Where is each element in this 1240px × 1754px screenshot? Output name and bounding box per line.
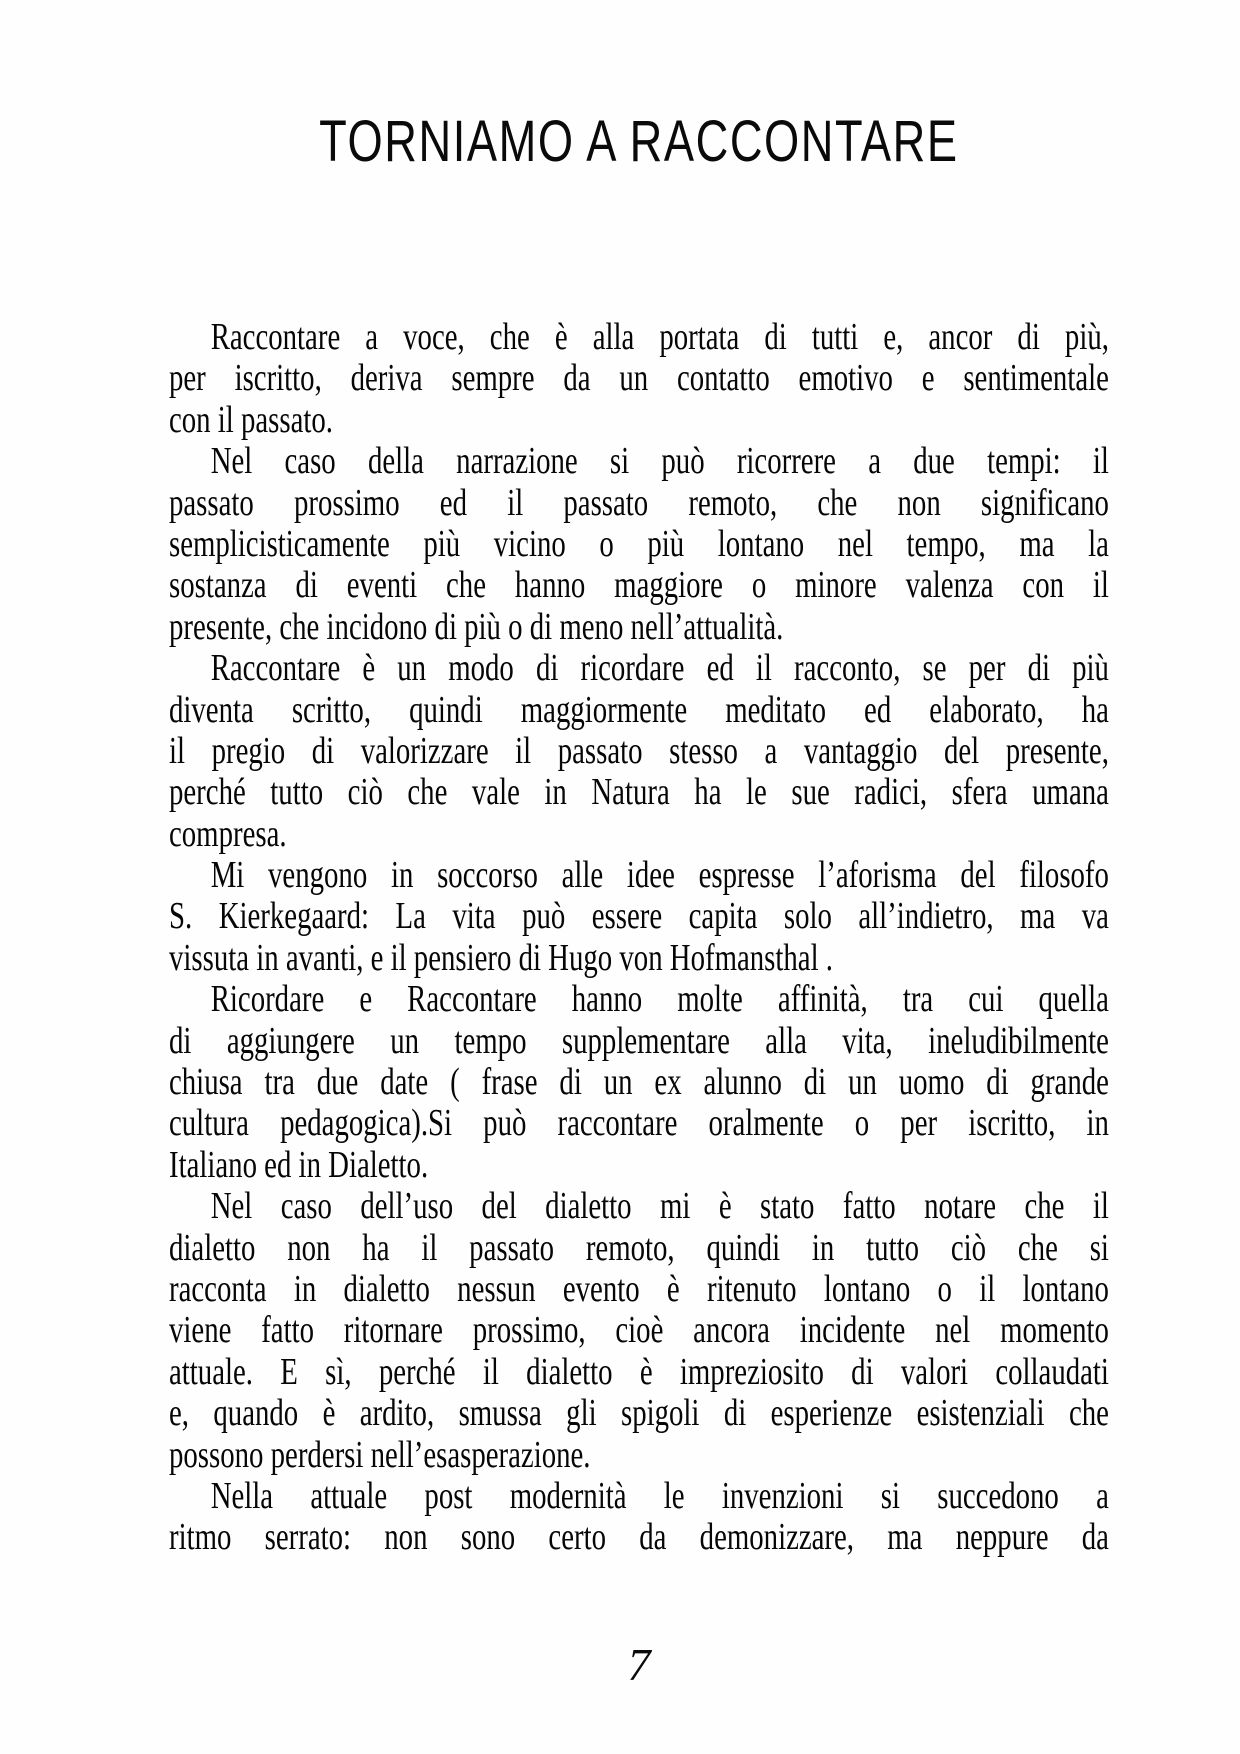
text-line: Raccontare a voce, che è alla portata di tutti e, ancor di più, [210, 317, 1109, 358]
text-line: racconta in dialetto nessun evento è ritenuto lontano o il lontano [169, 1268, 1109, 1310]
text-line: compresa. [169, 813, 287, 855]
text-line: Mi vengono in soccorso alle idee espresse l’aforisma del filosofo [210, 855, 1109, 897]
text-line: il pregio di valorizzare il passato stesso a vantaggio del presente, [169, 730, 1109, 772]
page-number: 7 [627, 1639, 651, 1690]
text-line: ritmo serrato: non sono certo da demonizzare, ma neppure da [169, 1517, 1109, 1559]
text-line: presente, che incidono di più o di meno nell’attualità. [169, 606, 784, 648]
text-line: con il passato. [169, 399, 334, 441]
text-line: Nel caso della narrazione si può ricorrere a due tempi: il [210, 441, 1109, 483]
chapter-title: TORNIAMO A RACCONTARE [319, 109, 959, 174]
text-line: Ricordare e Raccontare hanno molte affinità, tra cui quella [210, 979, 1109, 1021]
text-line: viene fatto ritornare prossimo, cioè ancora incidente nel momento [169, 1310, 1109, 1352]
text-line: attuale. E sì, perché il dialetto è impreziosito di valori collaudati [169, 1351, 1109, 1393]
text-line: dialetto non ha il passato remoto, quindi in tutto ciò che si [169, 1227, 1109, 1269]
text-line: semplicisticamente più vicino o più lontano nel tempo, ma la [169, 523, 1109, 565]
text-line: Nella attuale post modernità le invenzioni si succedono a [210, 1475, 1109, 1517]
text-line: vissuta in avanti, e il pensiero di Hugo von Hofmansthal . [169, 937, 833, 979]
text-line: Nel caso dell’uso del dialetto mi è stato fatto notare che il [210, 1186, 1109, 1228]
text-line: S. Kierkegaard: La vita può essere capita solo all’indietro, ma va [169, 896, 1109, 938]
text-block [169, 317, 1109, 1559]
text-line: sostanza di eventi che hanno maggiore o minore valenza con il [169, 565, 1109, 607]
text-line: per iscritto, deriva sempre da un contatto emotivo e sentimentale [169, 358, 1109, 400]
text-line: diventa scritto, quindi maggiormente meditato ed elaborato, ha [169, 689, 1109, 731]
text-line: chiusa tra due date ( frase di un ex alunno di un uomo di grande [169, 1062, 1109, 1104]
text-line: di aggiungere un tempo supplementare alla vita, ineludibilmente [169, 1020, 1109, 1062]
text-line: perché tutto ciò che vale in Natura ha le sue radici, sfera umana [169, 772, 1109, 814]
chapter-title-row [169, 108, 1109, 175]
page-number-row [169, 1640, 1109, 1690]
text-line: e, quando è ardito, smussa gli spigoli di esperienze esistenziali che [169, 1393, 1109, 1435]
text-line: Italiano ed in Dialetto. [169, 1144, 429, 1186]
text-line: possono perdersi nell’esasperazione. [169, 1434, 591, 1476]
text-line: passato prossimo ed il passato remoto, che non significano [169, 482, 1109, 524]
text-line: cultura pedagogica).Si può raccontare oralmente o per iscritto, in [169, 1103, 1109, 1145]
text-line: Raccontare è un modo di ricordare ed il racconto, se per di più [210, 648, 1109, 690]
